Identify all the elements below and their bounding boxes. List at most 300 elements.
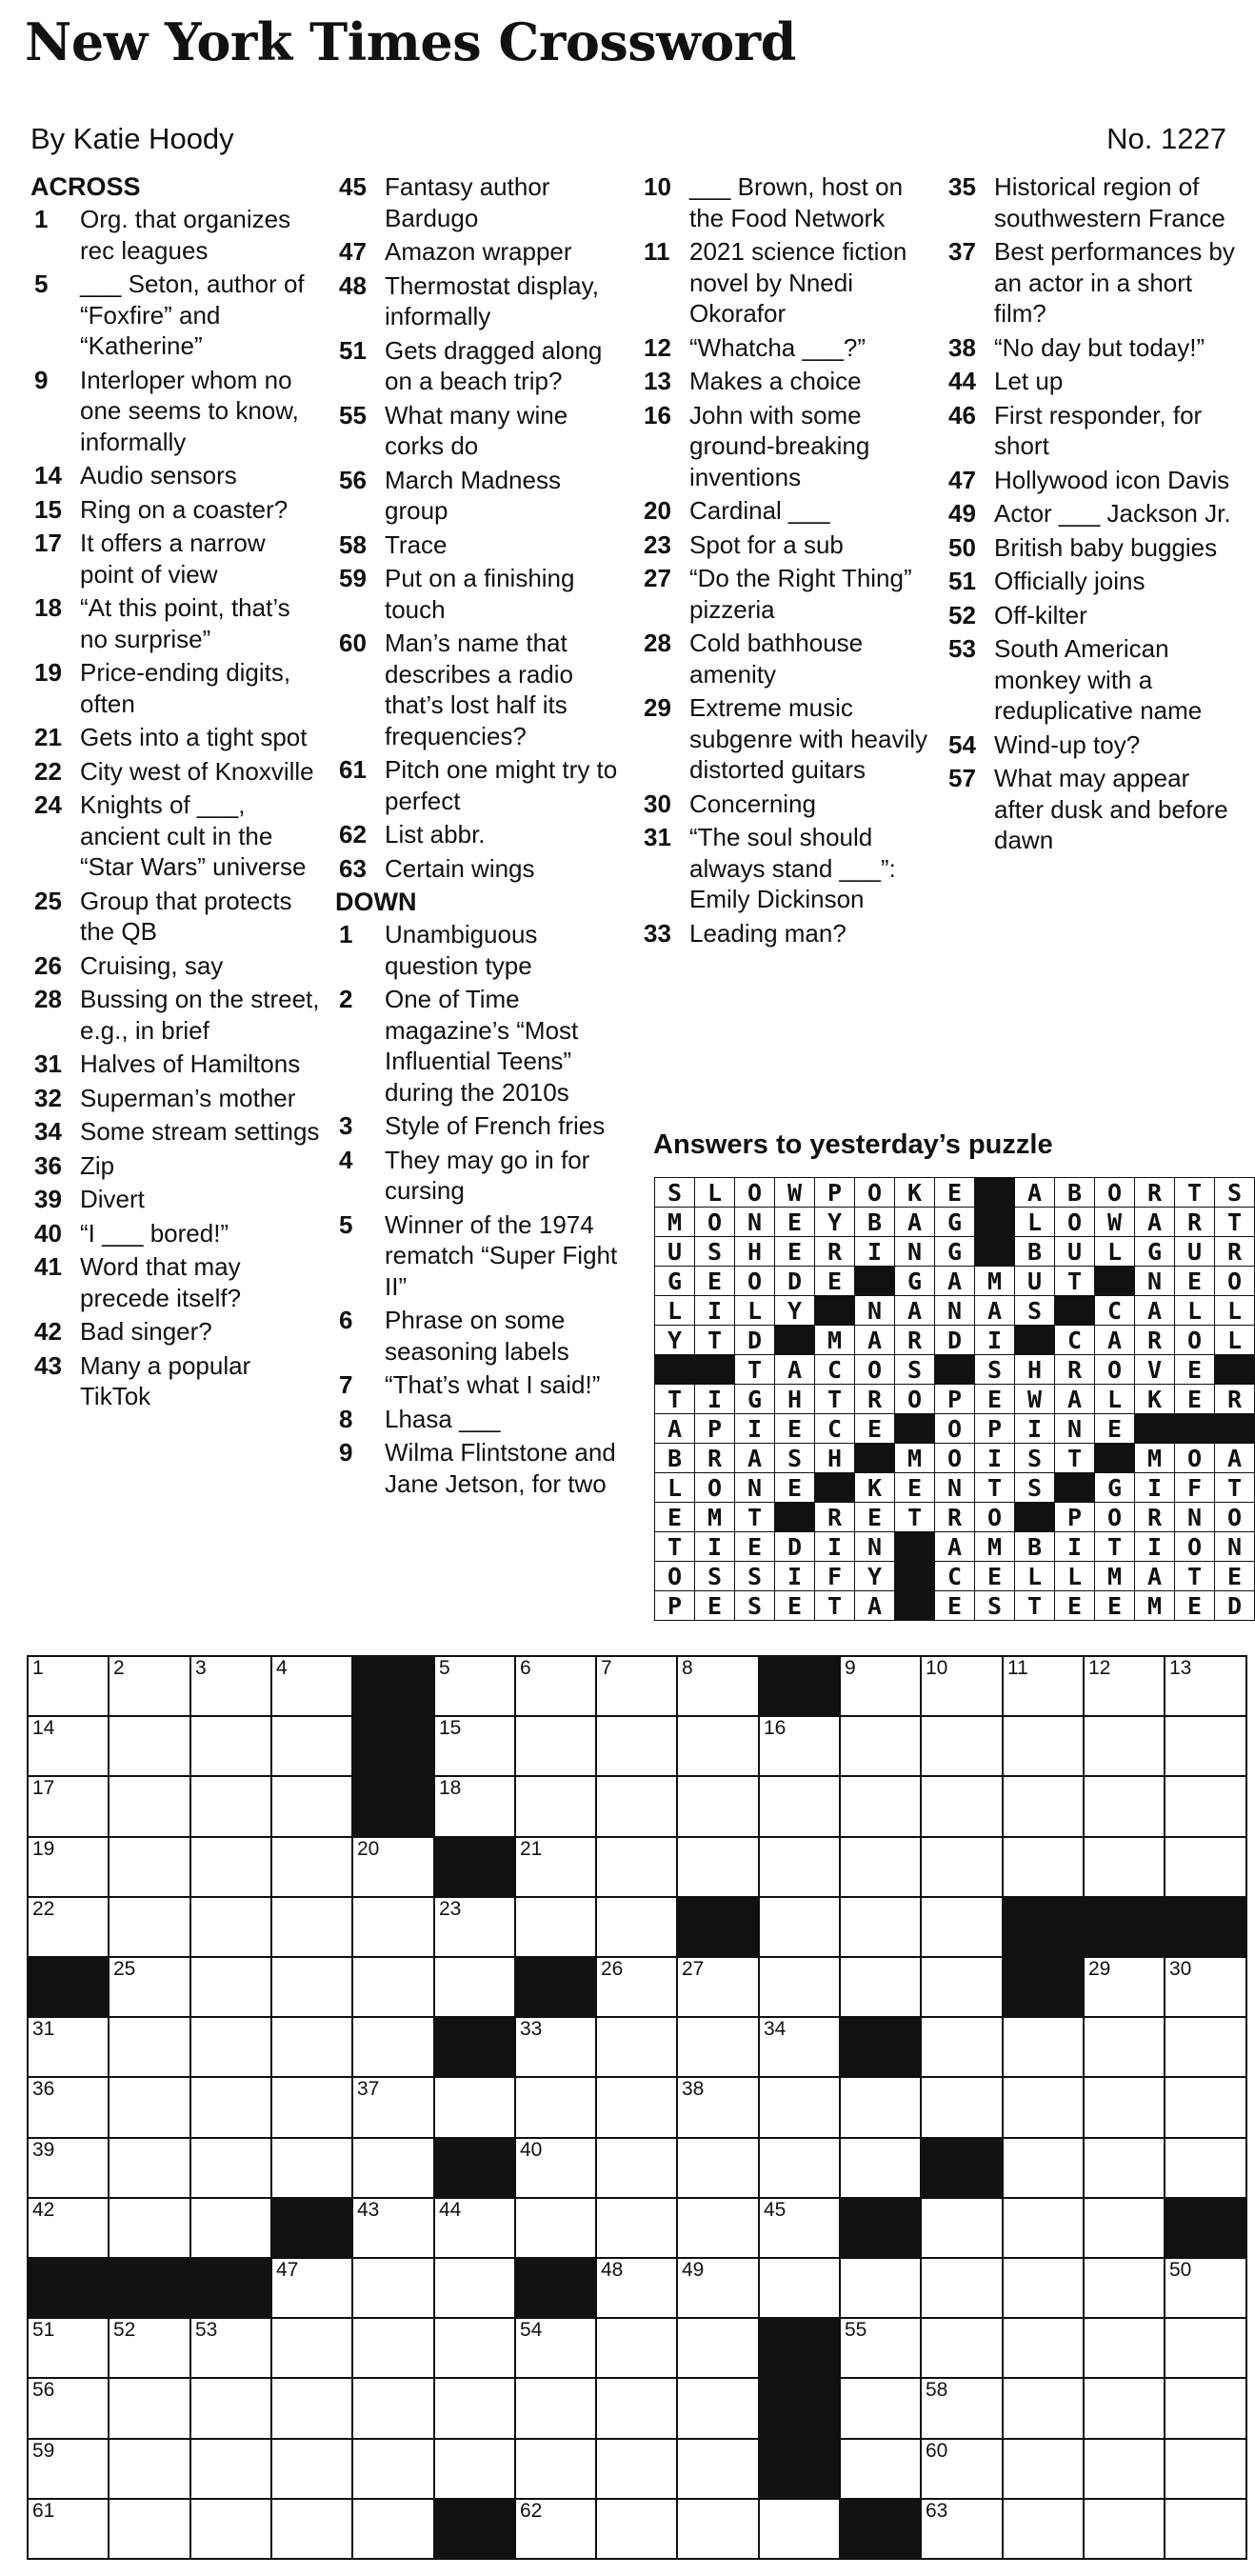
grid-cell[interactable]	[1164, 1956, 1247, 2018]
grid-cell[interactable]	[27, 2137, 110, 2199]
grid-cell[interactable]	[189, 2076, 272, 2139]
cell-input[interactable]	[29, 1909, 108, 1956]
grid-cell[interactable]	[1164, 2438, 1247, 2500]
cell-input[interactable]	[29, 1728, 108, 1775]
cell-input[interactable]	[29, 2150, 108, 2197]
cell-input[interactable]	[597, 2150, 676, 2197]
grid-cell[interactable]	[189, 2498, 272, 2560]
grid-cell[interactable]	[1002, 2498, 1085, 2560]
cell-input[interactable]	[110, 2330, 189, 2377]
cell-input[interactable]	[1004, 2029, 1083, 2076]
grid-cell[interactable]	[920, 2498, 1004, 2560]
cell-input[interactable]	[1085, 2089, 1164, 2137]
cell-input[interactable]	[1085, 2511, 1164, 2558]
grid-cell[interactable]	[1002, 1836, 1085, 1898]
across-clue[interactable]	[335, 754, 628, 816]
across-clue[interactable]	[30, 1350, 324, 1412]
cell-input[interactable]	[435, 2270, 514, 2317]
cell-input[interactable]	[272, 1909, 351, 1956]
grid-cell[interactable]	[758, 1775, 841, 1838]
grid-cell[interactable]	[758, 2498, 841, 2560]
grid-cell[interactable]	[920, 1715, 1004, 1777]
cell-input[interactable]	[597, 1788, 676, 1836]
cell-input[interactable]	[435, 2210, 514, 2257]
grid-cell[interactable]	[595, 2438, 678, 2500]
down-clue[interactable]	[335, 1369, 628, 1401]
cell-input[interactable]	[272, 2390, 351, 2438]
cell-input[interactable]	[191, 1728, 270, 1775]
cell-input[interactable]	[1165, 2511, 1245, 2558]
grid-cell[interactable]	[270, 1836, 353, 1898]
grid-cell[interactable]	[758, 1956, 841, 2018]
grid-cell[interactable]	[595, 2498, 678, 2560]
cell-input[interactable]	[597, 2210, 676, 2257]
cell-input[interactable]	[1085, 2150, 1164, 2197]
cell-input[interactable]	[353, 1849, 433, 1896]
grid-cell[interactable]	[270, 2016, 353, 2078]
grid-cell[interactable]	[27, 1655, 110, 1717]
cell-input[interactable]	[1004, 2451, 1083, 2498]
across-clue[interactable]	[30, 722, 324, 753]
grid-cell[interactable]	[433, 2197, 516, 2259]
cell-input[interactable]	[678, 2330, 758, 2377]
grid-cell[interactable]	[676, 1655, 760, 1717]
cell-input[interactable]	[353, 2210, 433, 2257]
cell-input[interactable]	[272, 2089, 351, 2137]
cell-input[interactable]	[516, 2089, 595, 2137]
down-clue[interactable]	[640, 366, 933, 397]
grid-cell[interactable]	[1083, 2438, 1165, 2500]
down-clue[interactable]	[945, 366, 1238, 397]
grid-cell[interactable]	[27, 2197, 110, 2259]
grid-cell[interactable]	[758, 2257, 841, 2319]
grid-cell[interactable]	[514, 1715, 597, 1777]
grid-cell[interactable]	[676, 1775, 760, 1838]
grid-cell[interactable]	[514, 1775, 597, 1838]
grid-cell[interactable]	[270, 2377, 353, 2440]
cell-input[interactable]	[922, 2330, 1002, 2377]
cell-input[interactable]	[1004, 2150, 1083, 2197]
cell-input[interactable]	[841, 2089, 920, 2137]
grid-cell[interactable]	[189, 2377, 272, 2440]
down-clue[interactable]	[945, 600, 1238, 631]
across-clue[interactable]	[335, 236, 628, 268]
cell-input[interactable]	[760, 2511, 839, 2558]
grid-cell[interactable]	[27, 1775, 110, 1838]
grid-cell[interactable]	[189, 1956, 272, 2018]
cell-input[interactable]	[597, 1668, 676, 1715]
grid-cell[interactable]	[351, 1956, 435, 2018]
cell-input[interactable]	[516, 2390, 595, 2438]
cell-input[interactable]	[191, 1788, 270, 1836]
cell-input[interactable]	[516, 2451, 595, 2498]
grid-cell[interactable]	[433, 2076, 516, 2139]
cell-input[interactable]	[29, 1849, 108, 1896]
cell-input[interactable]	[597, 1728, 676, 1775]
grid-cell[interactable]	[758, 2076, 841, 2139]
cell-input[interactable]	[191, 2511, 270, 2558]
grid-cell[interactable]	[920, 1655, 1004, 1717]
cell-input[interactable]	[678, 2029, 758, 2076]
grid-cell[interactable]	[839, 2438, 922, 2500]
cell-input[interactable]	[29, 2451, 108, 2498]
cell-input[interactable]	[516, 2150, 595, 2197]
grid-cell[interactable]	[1002, 2257, 1085, 2319]
down-clue[interactable]	[335, 1145, 628, 1207]
cell-input[interactable]	[110, 2029, 189, 2076]
grid-cell[interactable]	[27, 2016, 110, 2078]
grid-cell[interactable]	[839, 2377, 922, 2440]
cell-input[interactable]	[353, 2089, 433, 2137]
grid-cell[interactable]	[839, 1775, 922, 1838]
down-clue[interactable]	[640, 236, 933, 329]
cell-input[interactable]	[760, 1909, 839, 1956]
across-clue[interactable]	[30, 886, 324, 948]
grid-cell[interactable]	[920, 1956, 1004, 2018]
cell-input[interactable]	[597, 2330, 676, 2377]
across-clue[interactable]	[30, 460, 324, 491]
cell-input[interactable]	[29, 2511, 108, 2558]
grid-cell[interactable]	[189, 2317, 272, 2379]
grid-cell[interactable]	[920, 1836, 1004, 1898]
cell-input[interactable]	[353, 1909, 433, 1956]
across-clue[interactable]	[335, 465, 628, 527]
grid-cell[interactable]	[27, 2438, 110, 2500]
grid-cell[interactable]	[1164, 1775, 1247, 1838]
cell-input[interactable]	[841, 1849, 920, 1896]
cell-input[interactable]	[597, 1849, 676, 1896]
cell-input[interactable]	[597, 2511, 676, 2558]
grid-cell[interactable]	[1164, 2137, 1247, 2199]
across-clue[interactable]	[30, 1048, 324, 1080]
grid-cell[interactable]	[920, 1896, 1004, 1958]
across-clue[interactable]	[335, 819, 628, 850]
grid-cell[interactable]	[676, 2498, 760, 2560]
grid-cell[interactable]	[351, 2498, 435, 2560]
grid-cell[interactable]	[433, 2438, 516, 2500]
cell-input[interactable]	[922, 2210, 1002, 2257]
grid-cell[interactable]	[676, 2016, 760, 2078]
cell-input[interactable]	[29, 2029, 108, 2076]
cell-input[interactable]	[29, 1668, 108, 1715]
across-clue[interactable]	[335, 335, 628, 397]
across-clue[interactable]	[335, 628, 628, 751]
across-clue[interactable]	[30, 528, 324, 589]
across-clue[interactable]	[30, 1083, 324, 1114]
cell-input[interactable]	[435, 1668, 514, 1715]
cell-input[interactable]	[841, 1668, 920, 1715]
grid-cell[interactable]	[433, 2377, 516, 2440]
across-clue[interactable]	[335, 400, 628, 462]
grid-cell[interactable]	[1083, 1655, 1165, 1717]
cell-input[interactable]	[435, 1788, 514, 1836]
grid-cell[interactable]	[514, 1896, 597, 1958]
grid-cell[interactable]	[189, 2197, 272, 2259]
down-clue[interactable]	[640, 789, 933, 820]
grid-cell[interactable]	[108, 2438, 191, 2500]
grid-cell[interactable]	[676, 2377, 760, 2440]
grid-cell[interactable]	[1083, 2076, 1165, 2139]
cell-input[interactable]	[1004, 2511, 1083, 2558]
across-clue[interactable]	[30, 365, 324, 458]
down-clue[interactable]	[945, 566, 1238, 597]
grid-cell[interactable]	[758, 1715, 841, 1777]
down-clue[interactable]	[640, 563, 933, 625]
cell-input[interactable]	[1165, 1728, 1245, 1775]
cell-input[interactable]	[29, 2089, 108, 2137]
cell-input[interactable]	[1085, 2210, 1164, 2257]
cell-input[interactable]	[110, 2150, 189, 2197]
grid-cell[interactable]	[1164, 2016, 1247, 2078]
grid-cell[interactable]	[1083, 1715, 1165, 1777]
cell-input[interactable]	[841, 2390, 920, 2438]
grid-cell[interactable]	[27, 1715, 110, 1777]
across-clue[interactable]	[30, 1218, 324, 1249]
cell-input[interactable]	[110, 1728, 189, 1775]
down-clue[interactable]	[640, 918, 933, 949]
down-clue[interactable]	[945, 332, 1238, 364]
grid-cell[interactable]	[920, 2317, 1004, 2379]
grid-cell[interactable]	[351, 1896, 435, 1958]
grid-cell[interactable]	[758, 2137, 841, 2199]
grid-cell[interactable]	[595, 1896, 678, 1958]
grid-cell[interactable]	[758, 1896, 841, 1958]
grid-cell[interactable]	[1083, 1836, 1165, 1898]
cell-input[interactable]	[1004, 2330, 1083, 2377]
cell-input[interactable]	[110, 1849, 189, 1896]
cell-input[interactable]	[597, 1909, 676, 1956]
grid-cell[interactable]	[920, 2076, 1004, 2139]
grid-cell[interactable]	[351, 2076, 435, 2139]
cell-input[interactable]	[1085, 2451, 1164, 2498]
grid-cell[interactable]	[270, 2317, 353, 2379]
grid-cell[interactable]	[676, 1956, 760, 2018]
cell-input[interactable]	[597, 2089, 676, 2137]
grid-cell[interactable]	[676, 1715, 760, 1777]
cell-input[interactable]	[1004, 2390, 1083, 2438]
grid-cell[interactable]	[758, 2016, 841, 2078]
grid-cell[interactable]	[839, 1715, 922, 1777]
across-clue[interactable]	[30, 789, 324, 883]
grid-cell[interactable]	[351, 2257, 435, 2319]
cell-input[interactable]	[191, 2330, 270, 2377]
down-clue[interactable]	[945, 465, 1238, 496]
grid-cell[interactable]	[108, 2137, 191, 2199]
cell-input[interactable]	[597, 2270, 676, 2317]
cell-input[interactable]	[191, 2150, 270, 2197]
down-clue[interactable]	[640, 400, 933, 493]
down-clue[interactable]	[640, 822, 933, 915]
cell-input[interactable]	[922, 1909, 1002, 1956]
cell-input[interactable]	[110, 2451, 189, 2498]
across-clue[interactable]	[30, 1316, 324, 1348]
cell-input[interactable]	[1004, 2270, 1083, 2317]
across-clue[interactable]	[30, 204, 324, 266]
grid-cell[interactable]	[433, 1655, 516, 1717]
cell-input[interactable]	[1165, 1668, 1245, 1715]
across-clue[interactable]	[30, 950, 324, 982]
across-clue[interactable]	[335, 171, 628, 233]
cell-input[interactable]	[678, 2210, 758, 2257]
cell-input[interactable]	[353, 2511, 433, 2558]
cell-input[interactable]	[922, 2089, 1002, 2137]
cell-input[interactable]	[516, 2210, 595, 2257]
grid-cell[interactable]	[351, 1836, 435, 1898]
grid-cell[interactable]	[108, 1775, 191, 1838]
grid-cell[interactable]	[595, 1836, 678, 1898]
grid-cell[interactable]	[514, 2317, 597, 2379]
cell-input[interactable]	[678, 1668, 758, 1715]
cell-input[interactable]	[678, 1849, 758, 1896]
grid-cell[interactable]	[920, 2377, 1004, 2440]
cell-input[interactable]	[760, 1969, 839, 2016]
cell-input[interactable]	[272, 2029, 351, 2076]
cell-input[interactable]	[191, 1849, 270, 1896]
cell-input[interactable]	[1085, 1668, 1164, 1715]
grid-cell[interactable]	[351, 2317, 435, 2379]
grid-cell[interactable]	[839, 2137, 922, 2199]
down-clue[interactable]	[945, 400, 1238, 462]
grid-cell[interactable]	[676, 1836, 760, 1898]
grid-cell[interactable]	[595, 2257, 678, 2319]
cell-input[interactable]	[678, 1969, 758, 2016]
cell-input[interactable]	[1085, 2270, 1164, 2317]
down-clue[interactable]	[945, 532, 1238, 564]
cell-input[interactable]	[760, 1849, 839, 1896]
grid-cell[interactable]	[595, 2377, 678, 2440]
grid-cell[interactable]	[189, 1836, 272, 1898]
grid-cell[interactable]	[108, 1956, 191, 2018]
cell-input[interactable]	[760, 1788, 839, 1836]
cell-input[interactable]	[597, 1969, 676, 2016]
cell-input[interactable]	[516, 1668, 595, 1715]
cell-input[interactable]	[841, 1969, 920, 2016]
cell-input[interactable]	[272, 2270, 351, 2317]
grid-cell[interactable]	[189, 1775, 272, 1838]
down-clue[interactable]	[335, 1209, 628, 1303]
grid-cell[interactable]	[595, 2317, 678, 2379]
cell-input[interactable]	[922, 2451, 1002, 2498]
cell-input[interactable]	[678, 2270, 758, 2317]
grid-cell[interactable]	[108, 1655, 191, 1717]
cell-input[interactable]	[1004, 1788, 1083, 1836]
cell-input[interactable]	[272, 1728, 351, 1775]
cell-input[interactable]	[760, 2029, 839, 2076]
cell-input[interactable]	[272, 2330, 351, 2377]
cell-input[interactable]	[516, 1909, 595, 1956]
cell-input[interactable]	[191, 2451, 270, 2498]
grid-cell[interactable]	[595, 2197, 678, 2259]
down-clue[interactable]	[335, 1110, 628, 1142]
down-clue[interactable]	[945, 236, 1238, 329]
cell-input[interactable]	[353, 2390, 433, 2438]
cell-input[interactable]	[272, 2150, 351, 2197]
down-clue[interactable]	[945, 498, 1238, 529]
grid-cell[interactable]	[433, 1896, 516, 1958]
cell-input[interactable]	[841, 2451, 920, 2498]
cell-input[interactable]	[1165, 2330, 1245, 2377]
cell-input[interactable]	[516, 1728, 595, 1775]
grid-cell[interactable]	[189, 1655, 272, 1717]
cell-input[interactable]	[1085, 1849, 1164, 1896]
grid-cell[interactable]	[27, 2498, 110, 2560]
grid-cell[interactable]	[351, 2438, 435, 2500]
grid-cell[interactable]	[1083, 1775, 1165, 1838]
cell-input[interactable]	[678, 1728, 758, 1775]
cell-input[interactable]	[191, 1969, 270, 2016]
grid-cell[interactable]	[1083, 2016, 1165, 2078]
cell-input[interactable]	[353, 2330, 433, 2377]
cell-input[interactable]	[1165, 2089, 1245, 2137]
cell-input[interactable]	[1004, 2210, 1083, 2257]
cell-input[interactable]	[1165, 2451, 1245, 2498]
grid-cell[interactable]	[108, 2317, 191, 2379]
cell-input[interactable]	[841, 2150, 920, 2197]
grid-cell[interactable]	[514, 1655, 597, 1717]
grid-cell[interactable]	[676, 2317, 760, 2379]
cell-input[interactable]	[110, 2210, 189, 2257]
cell-input[interactable]	[922, 2511, 1002, 2558]
cell-input[interactable]	[922, 1969, 1002, 2016]
cell-input[interactable]	[191, 2390, 270, 2438]
cell-input[interactable]	[1165, 1788, 1245, 1836]
grid-cell[interactable]	[270, 1775, 353, 1838]
grid-cell[interactable]	[1164, 2377, 1247, 2440]
cell-input[interactable]	[841, 1728, 920, 1775]
cell-input[interactable]	[435, 1909, 514, 1956]
down-clue[interactable]	[945, 633, 1238, 727]
grid-cell[interactable]	[839, 1655, 922, 1717]
grid-cell[interactable]	[1002, 2197, 1085, 2259]
down-clue[interactable]	[335, 1437, 628, 1499]
grid-cell[interactable]	[1164, 2257, 1247, 2319]
cell-input[interactable]	[353, 2270, 433, 2317]
cell-input[interactable]	[272, 2451, 351, 2498]
grid-cell[interactable]	[108, 2197, 191, 2259]
grid-cell[interactable]	[27, 1896, 110, 1958]
grid-cell[interactable]	[1083, 1956, 1165, 2018]
grid-cell[interactable]	[1002, 2076, 1085, 2139]
cell-input[interactable]	[110, 2511, 189, 2558]
grid-cell[interactable]	[920, 1775, 1004, 1838]
cell-input[interactable]	[516, 2511, 595, 2558]
cell-input[interactable]	[435, 2451, 514, 2498]
grid-cell[interactable]	[1164, 2076, 1247, 2139]
cell-input[interactable]	[760, 2089, 839, 2137]
cell-input[interactable]	[1165, 1849, 1245, 1896]
cell-input[interactable]	[516, 1788, 595, 1836]
down-clue[interactable]	[945, 763, 1238, 856]
across-clue[interactable]	[30, 984, 324, 1046]
grid-cell[interactable]	[27, 2076, 110, 2139]
cell-input[interactable]	[29, 2330, 108, 2377]
cell-input[interactable]	[841, 1909, 920, 1956]
cell-input[interactable]	[191, 2089, 270, 2137]
cell-input[interactable]	[678, 2451, 758, 2498]
cell-input[interactable]	[110, 1668, 189, 1715]
grid-cell[interactable]	[108, 1715, 191, 1777]
cell-input[interactable]	[191, 2029, 270, 2076]
grid-cell[interactable]	[514, 2197, 597, 2259]
cell-input[interactable]	[435, 2330, 514, 2377]
cell-input[interactable]	[516, 2330, 595, 2377]
cell-input[interactable]	[922, 1668, 1002, 1715]
grid-cell[interactable]	[108, 2076, 191, 2139]
grid-cell[interactable]	[270, 1715, 353, 1777]
grid-cell[interactable]	[1002, 2137, 1085, 2199]
cell-input[interactable]	[678, 1788, 758, 1836]
grid-cell[interactable]	[270, 2257, 353, 2319]
